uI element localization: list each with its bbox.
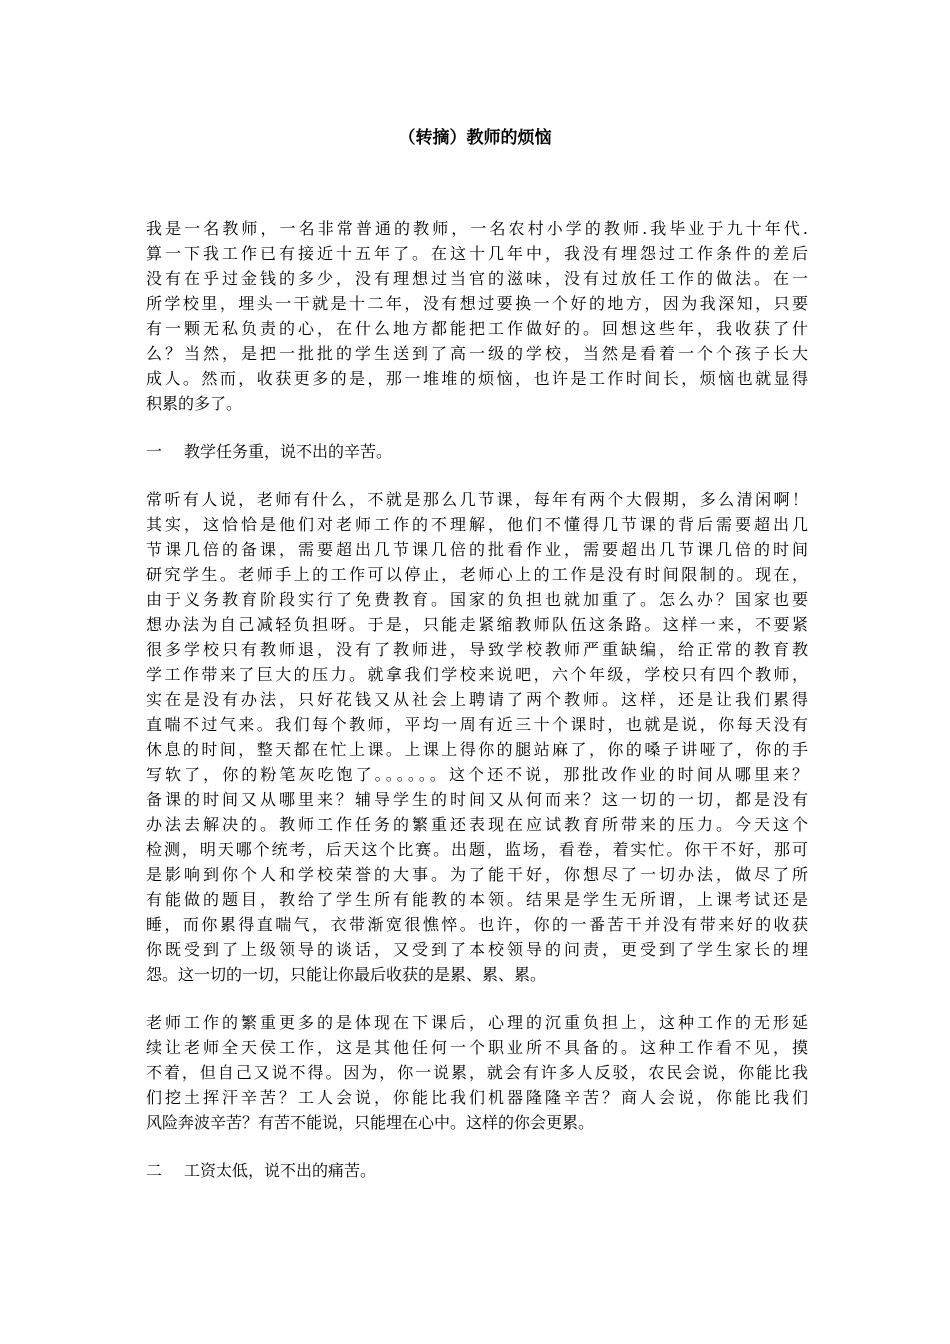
paragraph-line: 我是一名教师，一名非常普通的教师，一名农村小学的教师.我毕业于九十年代.: [146, 219, 808, 238]
paragraph-line: 睡，而你累得直喘气，衣带渐宽很憔悴。也许，你的一番苦干并没有带来好的收获: [146, 915, 808, 934]
paragraph-line: 有能做的题目，教给了学生所有能教的本领。结果是学生无所谓，上课考试还是: [146, 890, 808, 909]
section-heading-text: 教学任务重，说不出的辛苦。: [184, 442, 393, 461]
paragraph-line: 直喘不过气来。我们每个教师，平均一周有近三十个课时，也就是说，你每天没有: [146, 715, 808, 734]
paragraph-line: 很多学校只有教师退，没有了教师进，导致学校教师严重缺编，给正常的教育教: [146, 640, 808, 659]
paragraph-line: 们挖土挥汗辛苦？工人会说，你能比我们机器隆隆辛苦？商人会说，你能比我们: [146, 1088, 808, 1107]
paragraph-line: 常听有人说，老师有什么，不就是那么几节课，每年有两个大假期，多么清闲啊！: [146, 490, 808, 509]
paragraph-line: 备课的时间又从哪里来？辅导学生的时间又从何而来？这一切的一切，都是没有: [146, 790, 808, 809]
paragraph-line: 想办法为自己减轻负担呀。于是，只能走紧缩教师队伍这条路。这样一来，不要紧: [146, 615, 808, 634]
paragraph-line: 是影响到你个人和学校荣誉的大事。为了能干好，你想尽了一切办法，做尽了所: [146, 865, 808, 884]
paragraph-line: 怨。这一切的一切，只能让你最后收获的是累、累、累。: [146, 965, 547, 984]
paragraph-line: 休息的时间，整天都在忙上课。上课上得你的腿站麻了，你的嗓子讲哑了，你的手: [146, 740, 808, 759]
paragraph-line: 所学校里，埋头一干就是十二年，没有想过要换一个好的地方，因为我深知，只要: [146, 294, 808, 313]
paragraph-line: 积累的多了。: [146, 394, 243, 413]
paragraph-line: 不着，但自己又说不得。因为，你一说累，就会有许多人反驳，农民会说，你能比我: [146, 1063, 808, 1082]
paragraph-line: 写软了，你的粉笔灰吃饱了。。。。。。这个还不说，那批改作业的时间从哪里来？: [146, 765, 808, 784]
section-heading-1: [146, 440, 808, 464]
paragraph-line: 你既受到了上级领导的谈话，又受到了本校领导的问责，更受到了学生家长的埋: [146, 940, 808, 959]
section-heading-2: [146, 1159, 808, 1183]
section-number: 二: [146, 1161, 163, 1180]
paragraph-line: 没有在乎过金钱的多少，没有理想过当官的滋味，没有过放任工作的做法。在一: [146, 269, 808, 288]
paragraph-line: 研究学生。老师手上的工作可以停止，老师心上的工作是没有时间限制的。现在，: [146, 565, 808, 584]
section-number: 一: [146, 442, 163, 461]
section-heading-text: 工资太低，说不出的痛苦。: [184, 1161, 377, 1180]
paragraph-line: 么？当然，是把一批批的学生送到了高一级的学校，当然是看着一个个孩子长大: [146, 344, 808, 363]
paragraph-line: 学工作带来了巨大的压力。就拿我们学校来说吧，六个年级，学校只有四个教师，: [146, 665, 808, 684]
paragraph-line: 办法去解决的。教师工作任务的繁重还表现在应试教育所带来的压力。今天这个: [146, 815, 808, 834]
paragraph-line: 风险奔波辛苦？有苦不能说，只能埋在心中。这样的你会更累。: [146, 1113, 595, 1132]
paragraph-line: 算一下我工作已有接近十五年了。在这十几年中，我没有埋怨过工作条件的差后: [146, 244, 808, 263]
paragraph-line: 续让老师全天侯工作，这是其他任何一个职业所不具备的。这种工作看不见，摸: [146, 1038, 808, 1057]
paragraph-line: 检测，明天哪个统考，后天这个比赛。出题，监场，看卷，着实忙。你干不好，那可: [146, 840, 808, 859]
paragraph-line: 其实，这恰恰是他们对老师工作的不理解，他们不懂得几节课的背后需要超出几: [146, 515, 808, 534]
paragraph-line: 由于义务教育阶段实行了免费教育。国家的负担也就加重了。怎么办？国家也要: [146, 590, 808, 609]
paragraph-line: 成人。然而，收获更多的是，那一堆堆的烦恼，也许是工作时间长，烦恼也就显得: [146, 369, 808, 388]
paragraph-line: 节课几倍的备课，需要超出几节课几倍的批看作业，需要超出几节课几倍的时间: [146, 540, 808, 559]
paragraph-line: 老师工作的繁重更多的是体现在下课后，心理的沉重负担上，这种工作的无形延: [146, 1013, 808, 1032]
paragraph-line: 实在是没有办法，只好花钱又从社会上聘请了两个教师。这样，还是让我们累得: [146, 690, 808, 709]
paragraph-line: 有一颗无私负责的心，在什么地方都能把工作做好的。回想这些年，我收获了什: [146, 319, 808, 338]
document-title: （转摘）教师的烦恼: [398, 128, 552, 148]
